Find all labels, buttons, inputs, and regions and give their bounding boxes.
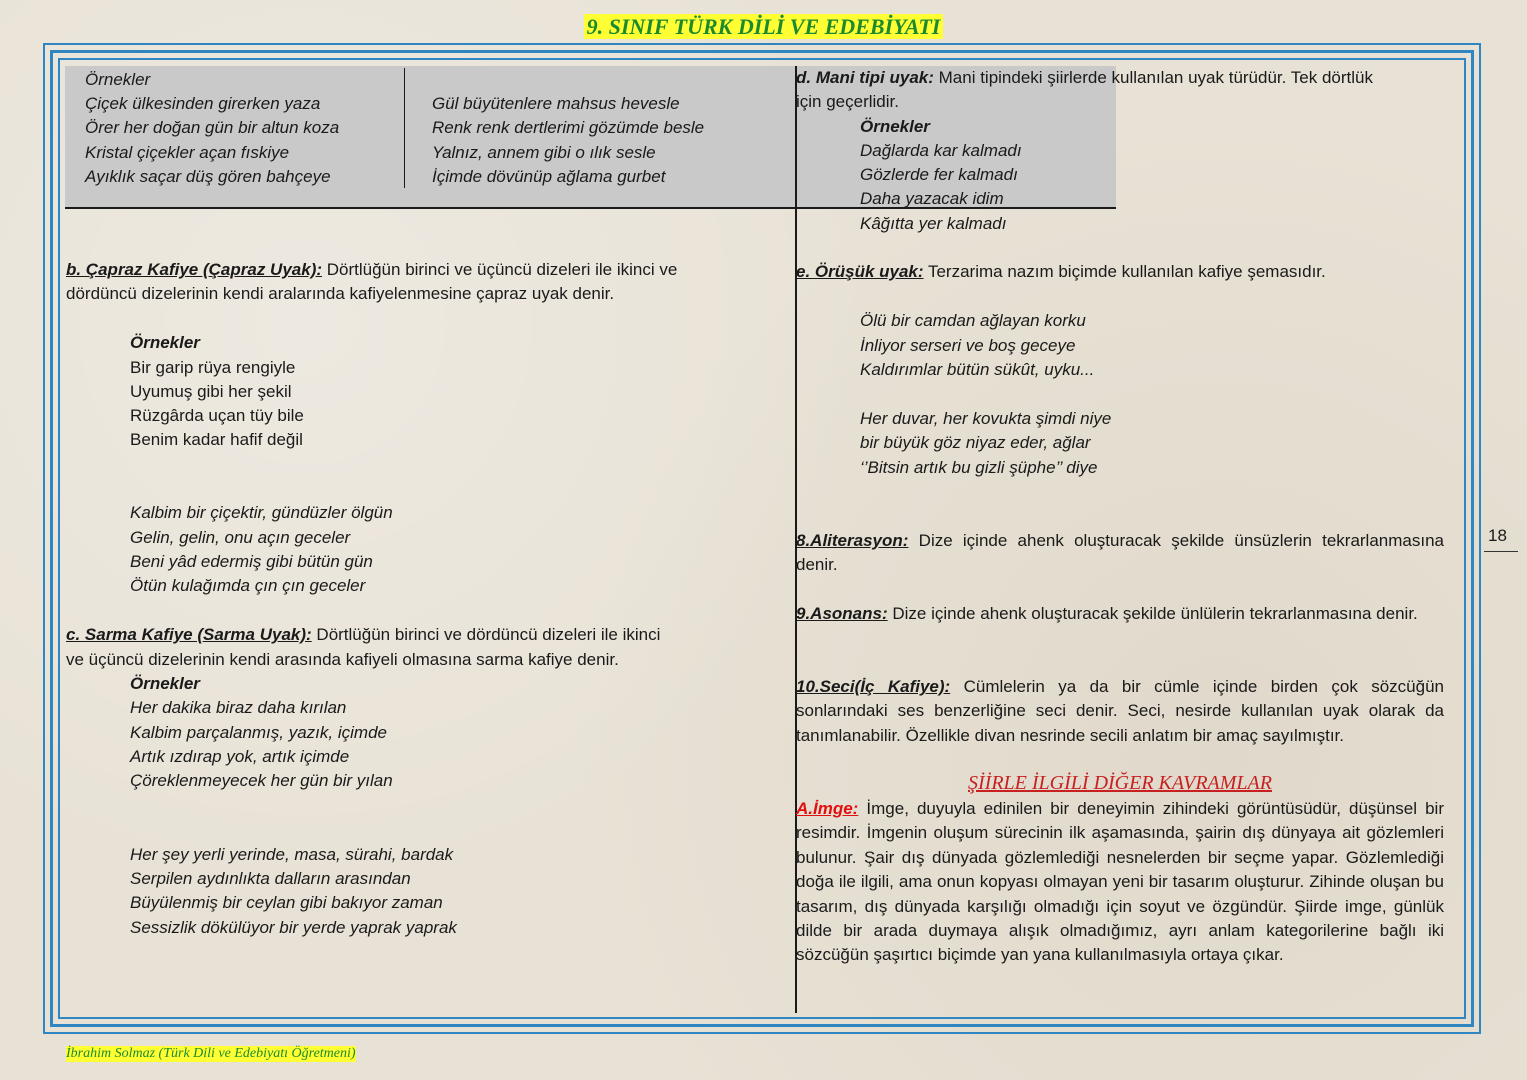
- left-box-line: Gül büyütenlere mahsus hevesle: [432, 94, 680, 113]
- poem-line: Kâğıtta yer kalmadı: [860, 214, 1007, 233]
- poem-line: Gelin, gelin, onu açın geceler: [130, 528, 351, 547]
- imge-term: A.İmge:: [796, 799, 859, 818]
- poem-line: Çöreklenmeyecek her gün bir yılan: [130, 771, 393, 790]
- sarma-examples-label: Örnekler: [130, 674, 200, 693]
- capraz-desc-2: dördüncü dizelerinin kendi aralarında kafiyelenmesine çapraz uyak denir.: [66, 284, 615, 303]
- poem-line: Ötün kulağımda çın çın geceler: [130, 576, 366, 595]
- asonans-term: 9.Asonans:: [796, 604, 888, 623]
- poem-line: Her şey yerli yerinde, masa, sürahi, bardak: [130, 845, 454, 864]
- section-title-diger-kavramlar: ŞİİRLE İLGİLİ DİĞER KAVRAMLAR: [968, 772, 1272, 794]
- page-number: 18: [1488, 526, 1507, 545]
- left-box-line: Kristal çiçekler açan fıskiye: [85, 143, 290, 162]
- imge-paragraph: [796, 797, 1444, 968]
- poem-line: Ölü bir camdan ağlayan korku: [860, 311, 1086, 330]
- orusuk-definition: [796, 260, 1326, 284]
- poem-line: Her duvar, her kovukta şimdi niye: [860, 409, 1112, 428]
- poem-line: Kaldırımlar bütün sükût, uyku...: [860, 360, 1095, 379]
- seci-desc: Cümlelerin ya da bir cümle içinde birden çok sözcüğün sonlarındaki ses benzerliğine seci denir. Seci, nesirde kullanılan uyak olarak da tanımlanabilir. Özellikle divan nesrinde secili anlatım bir amaç sayılmıştır.: [796, 677, 1444, 745]
- poem-line: İnliyor serseri ve boş geceye: [860, 336, 1076, 355]
- poem-line: Her dakika biraz daha kırılan: [130, 698, 347, 717]
- sarma-definition: [66, 623, 660, 647]
- capraz-desc: Dörtlüğün birinci ve üçüncü dizeleri ile ikinci ve: [322, 260, 678, 279]
- capraz-definition: [66, 258, 677, 282]
- poem-line: Rüzgârda uçan tüy bile: [130, 406, 304, 425]
- mani-examples-label: Örnekler: [860, 117, 930, 136]
- aliterasyon-term: 8.Aliterasyon:: [796, 531, 909, 550]
- poem-line: Artık ızdırap yok, artık içimde: [130, 747, 350, 766]
- mani-term: d. Mani tipi uyak:: [796, 68, 934, 87]
- capraz-term: b. Çapraz Kafiye (Çapraz Uyak):: [66, 260, 323, 279]
- poem-line: Gözlerde fer kalmadı: [860, 165, 1018, 184]
- left-box-line: Örer her doğan gün bir altun koza: [85, 118, 340, 137]
- poem-line: bir büyük göz niyaz eder, ağlar: [860, 433, 1091, 452]
- poem-line: Serpilen aydınlıkta dalların arasından: [130, 869, 411, 888]
- example-box-divider: [404, 68, 405, 188]
- poem-line: Büyülenmiş bir ceylan gibi bakıyor zaman: [130, 893, 443, 912]
- poem-line: Kalbim bir çiçektir, gündüzler ölgün: [130, 503, 393, 522]
- sarma-desc: Dörtlüğün birinci ve dördüncü dizeleri ile ikinci: [311, 625, 661, 644]
- aliterasyon-paragraph: [796, 529, 1444, 578]
- sarma-desc-2: ve üçüncü dizelerinin kendi arasında kafiyeli olmasına sarma kafiye denir.: [66, 650, 619, 669]
- left-box-line: İçimde dövünüp ağlama gurbet: [432, 167, 666, 186]
- left-box-line: Renk renk dertlerimi gözümde besle: [432, 118, 705, 137]
- left-box-line: Çiçek ülkesinden girerken yaza: [85, 94, 321, 113]
- left-box-heading: Örnekler: [85, 70, 151, 89]
- asonans-paragraph: [796, 602, 1444, 626]
- seci-term: 10.Seci(İç Kafiye):: [796, 677, 951, 696]
- poem-line: Uyumuş gibi her şekil: [130, 382, 292, 401]
- capraz-examples-label: Örnekler: [130, 333, 200, 352]
- poem-line: Bir garip rüya rengiyle: [130, 358, 296, 377]
- poem-line: Dağlarda kar kalmadı: [860, 141, 1022, 160]
- poem-line: Kalbim parçalanmış, yazık, içimde: [130, 723, 387, 742]
- poem-line: Sessizlik dökülüyor bir yerde yaprak yaprak: [130, 918, 457, 937]
- left-box-line: Yalnız, annem gibi o ılık sesle: [432, 143, 656, 162]
- mani-definition: [796, 66, 1373, 90]
- page-number-rule: [1484, 551, 1518, 552]
- poem-line: Beni yâd edermiş gibi bütün gün: [130, 552, 373, 571]
- aliterasyon-desc: Dize içinde ahenk oluşturacak şekilde ünsüzlerin tekrarlanmasına denir.: [796, 531, 1444, 575]
- mani-desc: Mani tipindeki şiirlerde kullanılan uyak türüdür. Tek dörtlük: [933, 68, 1373, 87]
- imge-desc: İmge, duyuyla edinilen bir deneyimin zihindeki görüntüsüdür, düşünsel bir resimdir. İmgenin oluşum sürecinin ilk aşamasında, şairin dış dünyaya ait gözlemleri bulunur. Şair dış dünyada gözlemlediği nesnelerden bir seçme yapar. Gözlemlediği doğa ile ilgili, ama onun kopyası olmayan yeni bir tasarım oluşturur. Zihinde oluşan bu tasarım, dış dünyada karşılığı olmadığı için soyut ve özgündür. Şiirde imge, günlük dilde bir arada duymaya alışık olmadığımız, ayrı anlam kategorilerine bağlı iki sözcüğün şaşırtıcı biçimde yan yana kullanılmasıyla ortaya çıkar.: [796, 799, 1444, 965]
- poem-line: Benim kadar hafif değil: [130, 430, 303, 449]
- page-title: 9. SINIF TÜRK DİLİ VE EDEBİYATI: [0, 14, 1527, 40]
- asonans-desc: Dize içinde ahenk oluşturacak şekilde ünlülerin tekrarlanmasına denir.: [887, 604, 1418, 623]
- mani-desc-2: için geçerlidir.: [796, 92, 899, 111]
- sarma-term: c. Sarma Kafiye (Sarma Uyak):: [66, 625, 312, 644]
- orusuk-term: e. Örüşük uyak:: [796, 262, 924, 281]
- left-box-line: Ayıklık saçar düş gören bahçeye: [85, 167, 331, 186]
- poem-line: Daha yazacak idim: [860, 189, 1004, 208]
- seci-paragraph: [796, 675, 1444, 748]
- orusuk-desc: Terzarima nazım biçimde kullanılan kafiye şemasıdır.: [923, 262, 1326, 281]
- poem-line: ‘’Bitsin artık bu gizli şüphe’’ diye: [860, 458, 1098, 477]
- footer-author: İbrahim Solmaz (Türk Dili ve Edebiyatı Öğretmeni): [66, 1046, 356, 1061]
